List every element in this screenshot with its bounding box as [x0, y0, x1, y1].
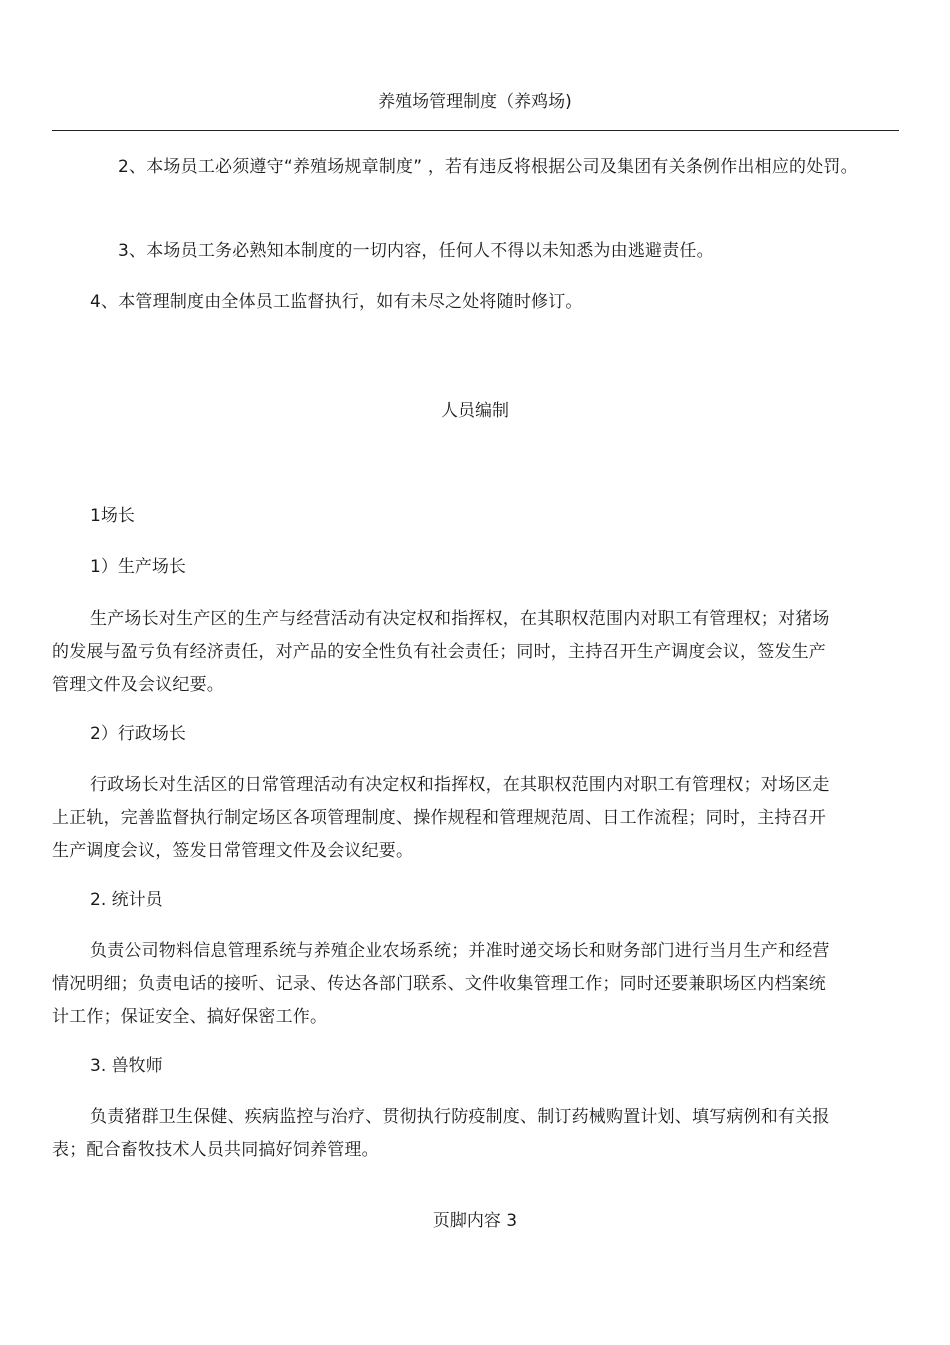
- admin-director-text: 行政场长对生活区的日常管理活动有决定权和指挥权，在其职权范围内对职工有管理权；对场区走上正轨，完善监督执行制定场区各项管理制度、操作规程和管理规范周、日工作流程；同时，主持召开生产调度会议，签发日常管理文件及会议纪要。: [52, 775, 830, 861]
- rule-item-2: 2、本场员工必须遵守“养殖场规章制度” ，若有违反将根据公司及集团有关条例作出相应的处罚。: [118, 157, 858, 177]
- page-footer: 页脚内容 3: [432, 1211, 518, 1231]
- production-director-heading: 1）生产场长: [90, 557, 186, 577]
- rule-item-3: 3、本场员工务必熟知本制度的一切内容，任何人不得以未知悉为由逃避责任。: [118, 241, 714, 261]
- page-title: 养殖场管理制度（养鸡场): [378, 92, 572, 112]
- admin-director-heading: 2）行政场长: [90, 724, 186, 744]
- director-heading: 1场长: [90, 506, 135, 526]
- statistician-text: 负责公司物料信息管理系统与养殖企业农场系统；并准时递交场长和财务部门进行当月生产和经营情况明细；负责电话的接听、记录、传达各部门联系、文件收集管理工作；同时还要兼职场区内档案统计工作；保证安全、搞好保密工作。: [52, 941, 830, 1027]
- statistician-heading: 2. 统计员: [90, 890, 163, 910]
- vet-heading: 3. 兽牧师: [90, 1056, 163, 1076]
- section-title: 人员编制: [441, 401, 509, 421]
- rule-item-4: 4、本管理制度由全体员工监督执行，如有未尽之处将随时修订。: [90, 292, 583, 312]
- vet-text: 负责猪群卫生保健、疾病监控与治疗、贯彻执行防疫制度、制订药械购置计划、填写病例和有关报表；配合畜牧技术人员共同搞好饲养管理。: [52, 1107, 830, 1160]
- header-divider: [52, 130, 899, 131]
- production-director-text: 生产场长对生产区的生产与经营活动有决定权和指挥权，在其职权范围内对职工有管理权；对猪场的发展与盈亏负有经济责任，对产品的安全性负有社会责任；同时，主持召开生产调度会议，签发生产管理文件及会议纪要。: [52, 609, 830, 695]
